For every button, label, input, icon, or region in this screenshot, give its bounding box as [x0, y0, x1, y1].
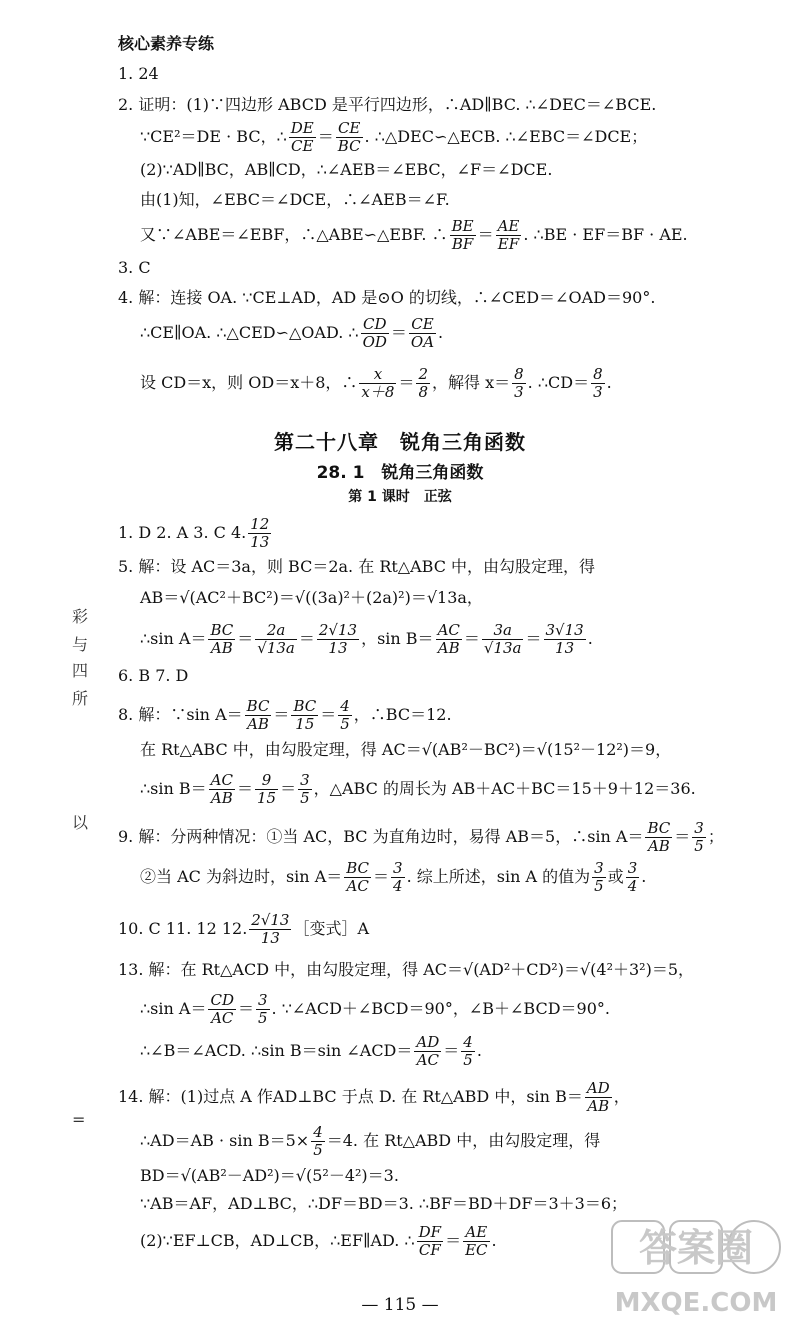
fraction: $\frac{3}{5}$	[594, 859, 604, 895]
margin-char: 与	[72, 635, 89, 654]
fraction: $\frac{CE}{OA}$	[410, 315, 435, 351]
answer-line: ∴sin A＝ $\frac{BC}{AB}$ ＝ $\frac{2a}{√13a}$ ＝ $\frac{2√13}{13}$ ，sin B＝ $\frac{AC}{AB}$ ＝ $\frac{3a}{√13a}$ ＝ $\frac{3√13}{13}$ .	[140, 621, 593, 657]
fraction: $\frac{4}{5}$	[313, 1123, 323, 1159]
fraction: $\frac{4}{5}$	[463, 1033, 473, 1069]
fraction: $\frac{AE}{EF}$	[497, 217, 520, 253]
answer-line: ∵AB＝AF，AD⊥BC，∴DF＝BD＝3. ∴BF＝BD＋DF＝3＋3＝6；	[140, 1194, 628, 1213]
answer-line: 由(1)知，∠EBC＝∠DCE，∴∠AEB＝∠F.	[140, 190, 450, 209]
fraction: $\frac{3√13}{13}$	[545, 621, 584, 657]
fraction: $\frac{9}{15}$	[257, 771, 277, 807]
answer-line: 1. 24	[118, 64, 159, 83]
fraction: $\frac{BC}{AB}$	[246, 697, 270, 733]
fraction: $\frac{BC}{15}$	[293, 697, 317, 733]
answer-line: ∴AD＝AB · sin B＝5× $\frac{4}{5}$ ＝4. 在 Rt△ABD 中，由勾股定理，得	[140, 1123, 601, 1159]
answer-line: ∴sin B＝ $\frac{AC}{AB}$ ＝ $\frac{9}{15}$ ＝ $\frac{3}{5}$ ，△ABC 的周长为 AB＋AC＋BC＝15＋9＋12＝36.	[140, 771, 696, 807]
fraction: $\frac{AE}{EC}$	[465, 1223, 488, 1259]
answer-line: (2)∵AD∥BC，AB∥CD，∴∠AEB＝∠EBC，∠F＝∠DCE.	[140, 160, 553, 179]
answer-line: 6. B 7. D	[118, 666, 189, 685]
margin-char: 彩	[72, 607, 89, 626]
fraction: $\frac{4}{5}$	[340, 697, 350, 733]
fraction: $\frac{3}{4}$	[627, 859, 638, 895]
answer-line: 1. D 2. A 3. C 4. $\frac{12}{13}$	[118, 515, 270, 551]
answer-line: ∴CE∥OA. ∴△CED∽△OAD. ∴ $\frac{CD}{OD}$ ＝ $\frac{CE}{OA}$ .	[140, 315, 444, 351]
section-title: 核心素养专练	[118, 34, 215, 53]
subsection-title: 28. 1 锐角三角函数	[316, 463, 484, 483]
fraction: $\frac{2}{8}$	[418, 365, 428, 401]
fraction: $\frac{3}{5}$	[300, 771, 310, 807]
answer-line: 10. C 11. 12 12. $\frac{2√13}{13}$ ［变式］A	[118, 911, 370, 947]
watermark-icon	[606, 1215, 786, 1325]
fraction: $\frac{12}{13}$	[250, 515, 270, 551]
fraction: $\frac{BE}{BF}$	[451, 217, 474, 253]
fraction: $\frac{x}{x+8}$	[361, 365, 395, 401]
answer-line: 4. 解：连接 OA. ∵CE⊥AD，AD 是⊙O 的切线，∴∠CED＝∠OAD＝90°.	[118, 288, 656, 307]
watermark-top-text: 答案圈	[638, 1226, 754, 1270]
fraction: $\frac{8}{3}$	[593, 365, 603, 401]
fraction: $\frac{8}{3}$	[514, 365, 524, 401]
fraction: $\frac{2a}{√13a}$	[257, 621, 295, 657]
answer-line: 2. 证明：(1)∵四边形 ABCD 是平行四边形，∴AD∥BC. ∴∠DEC＝∠BCE.	[118, 95, 657, 114]
fraction: $\frac{CE}{BC}$	[337, 119, 361, 155]
fraction: $\frac{AC}{AB}$	[210, 771, 233, 807]
answer-line: 设 CD＝x，则 OD＝x＋8，∴ $\frac{x}{x+8}$ ＝ $\frac{2}{8}$ ，解得 x＝ $\frac{8}{3}$ . ∴CD＝ $\frac{8}{3}$ .	[140, 365, 612, 401]
answer-line: 3. C	[118, 258, 151, 277]
answer-line: 8. 解：∵sin A＝ $\frac{BC}{AB}$ ＝ $\frac{BC}{15}$ ＝ $\frac{4}{5}$ ，∴BC＝12.	[118, 697, 452, 733]
answer-line: ②当 AC 为斜边时，sin A＝ $\frac{BC}{AC}$ ＝ $\frac{3}{4}$ . 综上所述，sin A 的值为 $\frac{3}{5}$ 或 $\frac{3}{4}$ .	[140, 859, 647, 895]
fraction: $\frac{3}{5}$	[258, 991, 268, 1027]
answer-line: 9. 解：分两种情况：①当 AC，BC 为直角边时，易得 AB＝5，∴sin A＝ $\frac{BC}{AB}$ ＝ $\frac{3}{5}$ ；	[118, 819, 724, 855]
fraction: $\frac{AD}{AC}$	[416, 1033, 440, 1069]
margin-char: 以	[72, 813, 89, 832]
fraction: $\frac{2√13}{13}$	[318, 621, 358, 657]
fraction: $\frac{BC}{AB}$	[210, 621, 234, 657]
fraction: $\frac{AD}{AB}$	[586, 1079, 610, 1115]
margin-char: 所	[72, 689, 89, 708]
fraction: $\frac{3}{4}$	[393, 859, 403, 895]
page-number: — 115 —	[361, 1295, 439, 1315]
answer-line: 13. 解：在 Rt△ACD 中，由勾股定理，得 AC＝√(AD²＋CD²)＝√(4²＋3²)＝5，	[118, 960, 695, 979]
fraction: $\frac{CD}{AC}$	[210, 991, 234, 1027]
fraction: $\frac{BC}{AC}$	[346, 859, 370, 895]
watermark-logo	[606, 1215, 786, 1325]
fraction: $\frac{AC}{AB}$	[437, 621, 460, 657]
fraction: $\frac{2√13}{13}$	[251, 911, 290, 947]
fraction: $\frac{DF}{CF}$	[418, 1223, 442, 1259]
answer-line: 14. 解：(1)过点 A 作AD⊥BC 于点 D. 在 Rt△ABD 中，sin B＝ $\frac{AD}{AB}$ ，	[118, 1079, 630, 1115]
answer-line: 5. 解：设 AC＝3a，则 BC＝2a. 在 Rt△ABC 中，由勾股定理，得	[118, 557, 596, 576]
answer-line: BD＝√(AB²－AD²)＝√(5²－4²)＝3.	[140, 1166, 399, 1185]
fraction: $\frac{3}{5}$	[694, 819, 704, 855]
answer-line: 又∵∠ABE＝∠EBF，∴△ABE∽△EBF. ∴ $\frac{BE}{BF}$ ＝ $\frac{AE}{EF}$ . ∴BE · EF＝BF · AE.	[140, 217, 688, 253]
answer-line: ∴∠B＝∠ACD. ∴sin B＝sin ∠ACD＝ $\frac{AD}{AC}$ ＝ $\frac{4}{5}$ .	[140, 1033, 482, 1069]
fraction: $\frac{3a}{√13a}$	[483, 621, 522, 657]
answer-line: (2)∵EF⊥CB，AD⊥CB，∴EF∥AD. ∴ $\frac{DF}{CF}$ ＝ $\frac{AE}{EC}$ .	[140, 1223, 497, 1259]
answer-line: 在 Rt△ABC 中，由勾股定理，得 AC＝√(AB²－BC²)＝√(15²－12²)＝9，	[140, 740, 672, 759]
answer-line: ∵CE²＝DE · BC，∴ $\frac{DE}{CE}$ ＝ $\frac{CE}{BC}$ . ∴△DEC∽△ECB. ∴∠EBC＝∠DCE；	[140, 119, 648, 155]
answer-line: AB＝√(AC²＋BC²)＝√((3a)²＋(2a)²)＝√13a，	[140, 588, 483, 607]
fraction: $\frac{BC}{AB}$	[647, 819, 671, 855]
fraction: $\frac{DE}{CE}$	[290, 119, 314, 155]
fraction: $\frac{CD}{OD}$	[362, 315, 387, 351]
lesson-title: 第 1 课时 正弦	[348, 489, 452, 505]
watermark-bottom-text: MXQE.COM	[614, 1288, 778, 1318]
margin-char: 四	[72, 661, 89, 680]
margin-char: =	[72, 1110, 86, 1129]
chapter-title: 第二十八章 锐角三角函数	[274, 430, 526, 454]
answer-line: ∴sin A＝ $\frac{CD}{AC}$ ＝ $\frac{3}{5}$ . ∵∠ACD＋∠BCD＝90°，∠B＋∠BCD＝90°.	[140, 991, 610, 1027]
